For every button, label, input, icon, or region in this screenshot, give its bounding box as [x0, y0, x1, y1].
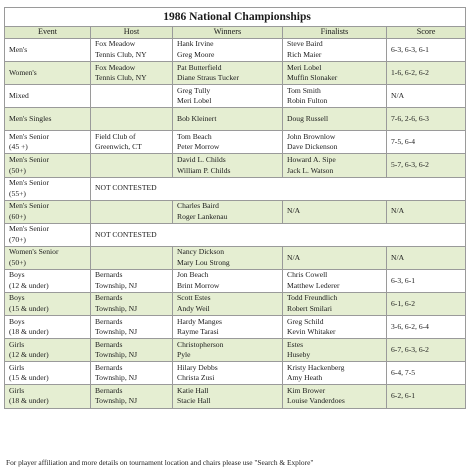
event-cell	[5, 200, 91, 223]
finalists-cell-line: Howard A. Sipe	[287, 154, 336, 164]
event-cell	[5, 269, 91, 292]
winners-cell-line: Greg Moore	[177, 50, 215, 60]
host-cell-line: Township, NJ	[95, 304, 138, 314]
winners-cell-line: Pyle	[177, 350, 191, 360]
event-cell-line: Men's Senior	[9, 224, 49, 234]
event-cell	[5, 246, 91, 269]
header-finalists: Finalists	[283, 27, 387, 39]
score-cell: 5-7, 6-3, 6-2	[387, 154, 466, 177]
host-cell-line: Township, NJ	[95, 350, 138, 360]
winners-cell	[173, 108, 283, 131]
event-cell-line: Men's Singles	[9, 114, 52, 124]
winners-cell-line: Rayme Tarasi	[177, 327, 219, 337]
table-row	[5, 269, 466, 292]
event-cell	[5, 385, 91, 408]
finalists-cell-line: Huseby	[287, 350, 311, 360]
winners-cell	[173, 339, 283, 362]
table-row	[5, 316, 466, 339]
finalists-cell	[283, 293, 387, 316]
event-cell	[5, 131, 91, 154]
host-cell	[91, 246, 173, 269]
table-row	[5, 362, 466, 385]
event-cell	[5, 339, 91, 362]
winners-cell-line: Roger Lankenau	[177, 211, 228, 221]
host-cell-line: Tennis Club, NY	[95, 50, 147, 60]
score-cell: 6-3, 6-3, 6-1	[387, 39, 466, 62]
host-cell	[91, 339, 173, 362]
table-title: 1986 National Championships	[5, 8, 466, 27]
host-cell-line: Bernards	[95, 293, 123, 303]
finalists-cell	[283, 131, 387, 154]
host-cell-line: Bernards	[95, 362, 123, 372]
event-cell-line: Women's	[9, 67, 37, 77]
score-cell: 1-6, 6-2, 6-2	[387, 62, 466, 85]
winners-cell-line: Christa Zusi	[177, 373, 215, 383]
winners-cell-line: Meri Lobel	[177, 96, 212, 106]
event-cell-line: (70+)	[9, 234, 26, 244]
event-cell-line: (15 & under)	[9, 373, 49, 383]
host-cell	[91, 131, 173, 154]
finalists-cell-line: Louise Vanderdoes	[287, 396, 345, 406]
finalists-cell	[283, 108, 387, 131]
winners-cell-line: Greg Tully	[177, 85, 211, 95]
winners-cell	[173, 293, 283, 316]
host-cell	[91, 39, 173, 62]
header-event: Event	[5, 27, 91, 39]
host-cell-line: Greenwich, CT	[95, 142, 142, 152]
event-cell-line: (45 +)	[9, 142, 28, 152]
finalists-cell-line: Todd Freundlich	[287, 293, 338, 303]
winners-cell	[173, 316, 283, 339]
winners-cell-line: Christopherson	[177, 339, 224, 349]
host-cell-line: Field Club of	[95, 131, 136, 141]
table-row	[5, 246, 466, 269]
event-cell	[5, 62, 91, 85]
finalists-cell	[283, 316, 387, 339]
winners-cell-line: Nancy Dickson	[177, 247, 225, 257]
table-row	[5, 293, 466, 316]
finalists-cell	[283, 362, 387, 385]
winners-cell	[173, 85, 283, 108]
host-cell	[91, 362, 173, 385]
finalists-cell-line: John Brownlow	[287, 131, 336, 141]
score-cell: N/A	[387, 200, 466, 223]
event-cell	[5, 362, 91, 385]
finalists-cell-line: Muffin Slonaker	[287, 73, 338, 83]
winners-cell-line: Pat Butterfield	[177, 62, 222, 72]
event-cell-line: (50+)	[9, 257, 26, 267]
host-cell-line: Tennis Club, NY	[95, 73, 147, 83]
winners-cell	[173, 39, 283, 62]
winners-cell	[173, 200, 283, 223]
winners-cell	[173, 246, 283, 269]
winners-cell-line: Hank Irvine	[177, 39, 214, 49]
finalists-cell	[283, 339, 387, 362]
host-cell-line: Fox Meadow	[95, 62, 136, 72]
host-cell-line: Township, NJ	[95, 280, 138, 290]
winners-cell	[173, 362, 283, 385]
score-cell: 7-6, 2-6, 6-3	[387, 108, 466, 131]
finalists-cell-line: Estes	[287, 339, 304, 349]
finalists-cell-line: Robert Smilari	[287, 304, 332, 314]
event-cell-line: Men's Senior	[9, 154, 49, 164]
event-cell-line: Boys	[9, 316, 25, 326]
finalists-cell-line: Rich Maier	[287, 50, 322, 60]
table-row	[5, 339, 466, 362]
event-cell	[5, 177, 91, 200]
score-cell: 6-2, 6-1	[387, 385, 466, 408]
table-row	[5, 62, 466, 85]
finalists-cell-line: Robin Fulton	[287, 96, 328, 106]
winners-cell	[173, 62, 283, 85]
winners-cell-line: Peter Morrow	[177, 142, 220, 152]
host-cell-line: Township, NJ	[95, 327, 138, 337]
event-cell-line: Men's Senior	[9, 201, 49, 211]
winners-cell-line: Katie Hall	[177, 385, 209, 395]
finalists-cell-line: Kevin Whitaker	[287, 327, 336, 337]
event-cell-line: (12 & under)	[9, 280, 49, 290]
host-cell	[91, 293, 173, 316]
score-cell: 3-6, 6-2, 6-4	[387, 316, 466, 339]
finalists-cell	[283, 269, 387, 292]
finalists-cell	[283, 246, 387, 269]
score-cell: N/A	[387, 246, 466, 269]
score-cell: 7-5, 6-4	[387, 131, 466, 154]
table-row	[5, 39, 466, 62]
host-cell	[91, 108, 173, 131]
finalists-cell-line: Meri Lobel	[287, 62, 322, 72]
host-cell	[91, 385, 173, 408]
finalists-cell-line: Kim Brower	[287, 385, 326, 395]
host-cell	[91, 269, 173, 292]
host-cell	[91, 62, 173, 85]
event-cell	[5, 39, 91, 62]
winners-cell-line: William P. Childs	[177, 165, 231, 175]
event-cell-line: Boys	[9, 293, 25, 303]
winners-cell-line: Bob Kleinert	[177, 114, 217, 124]
event-cell-line: Women's Senior	[9, 247, 59, 257]
winners-cell-line: Scott Estes	[177, 293, 211, 303]
event-cell-line: (18 & under)	[9, 327, 49, 337]
host-cell-line: Township, NJ	[95, 373, 138, 383]
header-winners: Winners	[173, 27, 283, 39]
table-row	[5, 154, 466, 177]
winners-cell-line: Mary Lou Strong	[177, 257, 230, 267]
host-cell-line: Township, NJ	[95, 396, 138, 406]
winners-cell-line: Hardy Manges	[177, 316, 222, 326]
championships-table	[4, 7, 466, 409]
event-cell	[5, 108, 91, 131]
winners-cell-line: Diane Straus Tucker	[177, 73, 240, 83]
host-cell-line: Fox Meadow	[95, 39, 136, 49]
not-contested-cell: NOT CONTESTED	[91, 223, 466, 246]
table-body	[5, 39, 466, 409]
finalists-cell-line: Doug Russell	[287, 114, 329, 124]
score-cell: 6-4, 7-5	[387, 362, 466, 385]
event-cell-line: (55+)	[9, 188, 26, 198]
score-cell: 6-1, 6-2	[387, 293, 466, 316]
footer-note: For player affiliation and more details on tournament location and chairs please use "Search & Explore"	[6, 458, 314, 467]
finalists-cell	[283, 62, 387, 85]
host-cell-line: Bernards	[95, 316, 123, 326]
winners-cell-line: Stacie Hall	[177, 396, 211, 406]
header-host: Host	[91, 27, 173, 39]
winners-cell	[173, 385, 283, 408]
table-row	[5, 108, 466, 131]
table-row	[5, 223, 466, 246]
finalists-cell-line: Tom Smith	[287, 85, 321, 95]
finalists-cell	[283, 200, 387, 223]
event-cell-line: (12 & under)	[9, 350, 49, 360]
table-row	[5, 385, 466, 408]
finalists-cell-line: Kristy Hackenberg	[287, 362, 345, 372]
event-cell-line: (18 & under)	[9, 396, 49, 406]
finalists-cell	[283, 85, 387, 108]
winners-cell	[173, 154, 283, 177]
event-cell-line: Men's Senior	[9, 131, 49, 141]
event-cell	[5, 223, 91, 246]
finalists-cell	[283, 39, 387, 62]
event-cell-line: (15 & under)	[9, 304, 49, 314]
winners-cell-line: David L. Childs	[177, 154, 226, 164]
table-row	[5, 177, 466, 200]
host-cell-line: Bernards	[95, 270, 123, 280]
host-cell	[91, 154, 173, 177]
host-cell	[91, 85, 173, 108]
finalists-cell-line: Greg Schild	[287, 316, 324, 326]
event-cell-line: Men's	[9, 44, 28, 54]
score-cell: 6-7, 6-3, 6-2	[387, 339, 466, 362]
event-cell-line: Boys	[9, 270, 25, 280]
event-cell	[5, 154, 91, 177]
winners-cell-line: Jon Beach	[177, 270, 209, 280]
winners-cell-line: Brint Morrow	[177, 280, 220, 290]
header-row	[5, 27, 466, 39]
event-cell	[5, 316, 91, 339]
finalists-cell-line: N/A	[287, 206, 301, 216]
finalists-cell	[283, 385, 387, 408]
not-contested-cell: NOT CONTESTED	[91, 177, 466, 200]
finalists-cell	[283, 154, 387, 177]
winners-cell	[173, 269, 283, 292]
event-cell-line: Men's Senior	[9, 178, 49, 188]
finalists-cell-line: Dave Dickenson	[287, 142, 338, 152]
winners-cell	[173, 131, 283, 154]
event-cell-line: Girls	[9, 362, 25, 372]
finalists-cell-line: Steve Baird	[287, 39, 323, 49]
header-score: Score	[387, 27, 466, 39]
event-cell	[5, 85, 91, 108]
finalists-cell-line: Chris Cowell	[287, 270, 328, 280]
event-cell-line: Mixed	[9, 90, 29, 100]
event-cell-line: Girls	[9, 339, 25, 349]
event-cell-line: Girls	[9, 385, 25, 395]
winners-cell-line: Hilary Debbs	[177, 362, 218, 372]
finalists-cell-line: Jack L. Watson	[287, 165, 334, 175]
score-cell: 6-3, 6-1	[387, 269, 466, 292]
host-cell	[91, 316, 173, 339]
event-cell-line: (50+)	[9, 165, 26, 175]
table-row	[5, 131, 466, 154]
score-cell: N/A	[387, 85, 466, 108]
host-cell	[91, 200, 173, 223]
finalists-cell-line: N/A	[287, 252, 301, 262]
winners-cell-line: Charles Baird	[177, 201, 219, 211]
finalists-cell-line: Matthew Lederer	[287, 280, 340, 290]
event-cell	[5, 293, 91, 316]
host-cell-line: Bernards	[95, 339, 123, 349]
host-cell-line: Bernards	[95, 385, 123, 395]
winners-cell-line: Tom Beach	[177, 131, 212, 141]
table-row	[5, 200, 466, 223]
finalists-cell-line: Amy Heath	[287, 373, 323, 383]
table-row	[5, 85, 466, 108]
event-cell-line: (60+)	[9, 211, 26, 221]
winners-cell-line: Andy Weil	[177, 304, 210, 314]
